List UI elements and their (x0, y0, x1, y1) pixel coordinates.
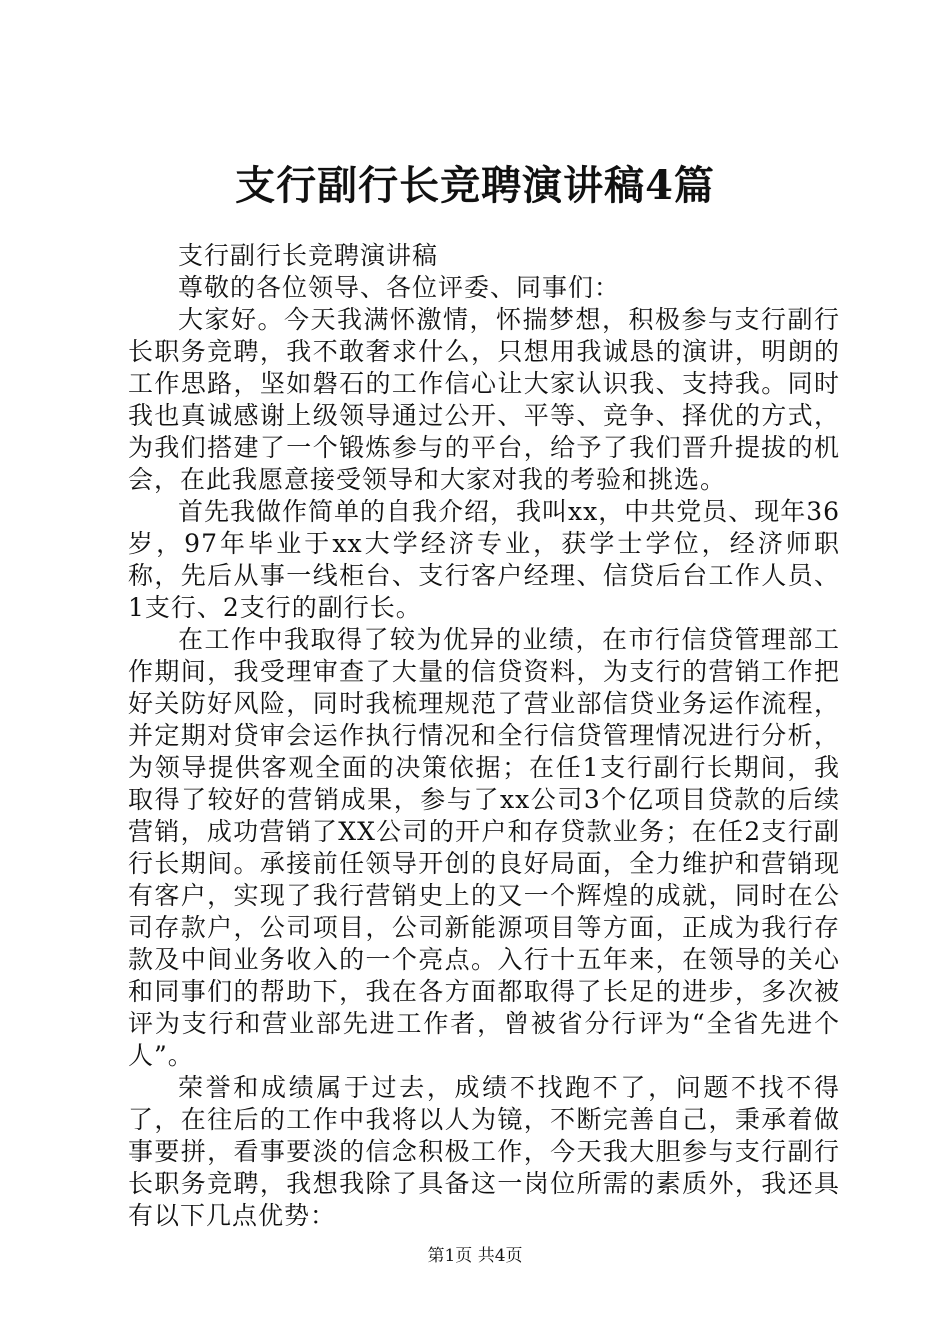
paragraph-achievements: 在工作中我取得了较为优异的业绩，在市行信贷管理部工作期间，我受理审查了大量的信贷资料，为支行的营销工作把好关防好风险，同时我梳理规范了营业部信贷业务运作流程，并定期对贷审会运作执行情况和全行信贷管理情况进行分析，为领导提供客观全面的决策依据；在任1支行副行长期间，我取得了较好的营销成果，参与了xx公司3个亿项目贷款的后续营销，成功营销了XX公司的开户和存贷款业务；在任2支行副行长期间。承接前任领导开创的良好局面，全力维护和营销现有客户，实现了我行营销史上的又一个辉煌的成就，同时在公司存款户，公司项目，公司新能源项目等方面，正成为我行存款及中间业务收入的一个亮点。入行十五年来，在领导的关心和同事们的帮助下，我在各方面都取得了长足的进步，多次被评为支行和营业部先进工作者，曾被省分行评为“全省先进个人”。 (128, 625, 840, 1070)
document-title: 支行副行长竞聘演讲稿4篇 (235, 162, 715, 209)
document-body (128, 240, 840, 1232)
paragraph-self-introduction: 首先我做作简单的自我介绍，我叫xx，中共党员、现年36岁，97年毕业于xx大学经济专业，获学士学位，经济师职称，先后从事一线柜台、支行客户经理、信贷后台工作人员、1支行、2支行的副行长。 (128, 497, 841, 622)
page-number-footer: 第1页 共4页 (427, 1246, 523, 1266)
paragraph-salutation: 尊敬的各位领导、各位评委、同事们： (178, 273, 621, 302)
paragraph-subtitle: 支行副行长竞聘演讲稿 (178, 241, 439, 270)
paragraph-greeting: 大家好。今天我满怀激情，怀揣梦想，积极参与支行副行长职务竞聘，我不敢奢求什么，只想用我诚恳的演讲，明朗的工作思路，坚如磐石的工作信心让大家认识我、支持我。同时我也真诚感谢上级领导通过公开、平等、竞争、择优的方式，为我们搭建了一个锻炼参与的平台，给予了我们晋升提拔的机会，在此我愿意接受领导和大家对我的考验和挑选。 (128, 305, 840, 494)
paragraph-advantages-intro: 荣誉和成绩属于过去，成绩不找跑不了，问题不找不得了，在往后的工作中我将以人为镜，不断完善自己，秉承着做事要拼，看事要淡的信念积极工作，今天我大胆参与支行副行长职务竞聘，我想我除了具备这一岗位所需的素质外，我还具有以下几点优势： (128, 1073, 840, 1230)
